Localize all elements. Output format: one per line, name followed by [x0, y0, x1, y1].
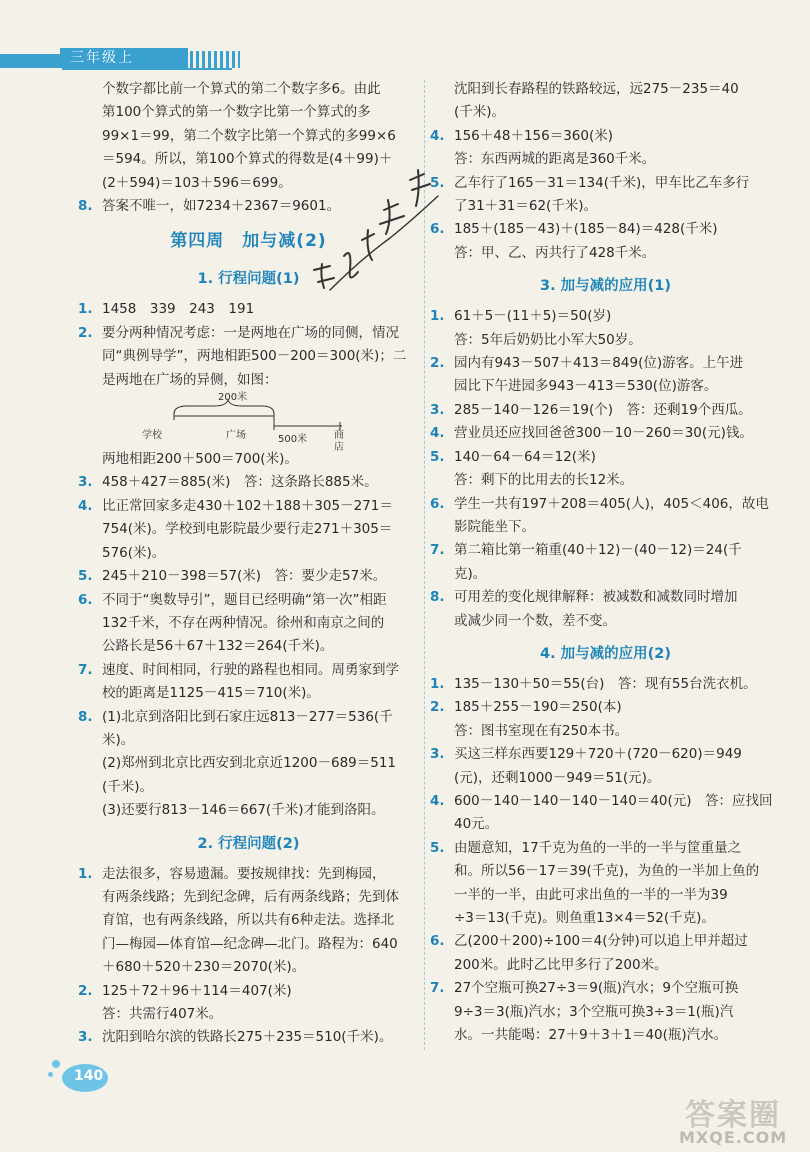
answer-item	[428, 218, 783, 265]
text-line: 答：5年后奶奶比小军大50岁。	[454, 331, 642, 348]
item-number: 8.	[78, 708, 93, 725]
text-line: 影院能坐下。	[454, 518, 535, 535]
text-line: 门—梅园—体育馆—纪念碑—北门。路程为：640	[102, 935, 398, 952]
text-line: 答：图书室现在有250本书。	[454, 722, 629, 739]
watermark-logo	[665, 1090, 805, 1150]
text-line: 156＋48＋156＝360(米)	[454, 127, 614, 144]
item-number: 2.	[78, 324, 93, 341]
text-line: 200米。此时乙比甲多行了200米。	[454, 956, 668, 973]
text-line: 不同于“奥数导引”，题目已经明确“第一次”相距	[102, 591, 387, 608]
answer-item	[428, 493, 783, 540]
item-number: 1.	[78, 301, 93, 318]
answer-item	[76, 589, 421, 659]
watermark-text: 答案圈	[685, 1098, 781, 1133]
text-line: 水。一共能喝：27＋9＋3＋1＝40(瓶)汽水。	[454, 1027, 728, 1044]
text-line: 乙车行了165－31＝134(千米)，甲车比乙车多行	[454, 174, 750, 191]
answer-item	[76, 298, 421, 321]
label-shop: 商店	[334, 430, 344, 454]
answer-item	[428, 977, 783, 1047]
text-line: (千米)。	[102, 778, 154, 795]
item-number: 6.	[430, 495, 445, 512]
text-line: 学生一共有197＋208＝405(人)，405＜406，故电	[454, 495, 769, 512]
text-line: 个数字都比前一个算式的第二个数字多6。由此	[102, 81, 381, 97]
answer-item	[428, 172, 783, 219]
item-number: 4.	[430, 127, 445, 144]
answer-item	[76, 1026, 421, 1049]
answer-item	[428, 446, 783, 493]
label-school: 学校	[142, 430, 162, 442]
text-line: 600－140－140－140－140＝40(元) 答：应找回	[454, 792, 773, 809]
item-number: 6.	[430, 933, 445, 950]
answer-item	[76, 471, 421, 494]
item-number: 5.	[430, 448, 445, 465]
item-number: 6.	[430, 221, 445, 238]
text-line: 1458 339 243 191	[102, 301, 255, 318]
answer-item	[76, 322, 421, 392]
answer-item	[428, 837, 783, 931]
text-line: 125＋72＋96＋114＝407(米)	[102, 982, 292, 999]
text-line: ÷3＝13(千克)。则鱼重13×4＝52(千克)。	[454, 910, 715, 926]
text-line: 458＋427＝885(米) 答：这条路长885米。	[102, 474, 378, 491]
text-line: 40元。	[454, 816, 499, 833]
text-line: 185＋255－190＝250(本)	[454, 699, 622, 716]
answer-item	[428, 539, 783, 586]
text-line: (千米)。	[454, 104, 506, 121]
handwritten-signature	[300, 160, 450, 300]
answer-item	[428, 422, 783, 445]
item-number: 3.	[430, 746, 445, 763]
grade-label: 三年级上	[60, 48, 188, 68]
item-number: 7.	[78, 661, 93, 678]
text-line: 同“典例导学”，两地相距500－200＝300(米)；二	[102, 348, 407, 365]
text-line: 校的距离是1125－415＝710(米)。	[102, 685, 320, 702]
item-number: 5.	[430, 839, 445, 856]
item-number: 8.	[78, 198, 93, 215]
week-title: 第四周 加与减(2)	[170, 231, 327, 252]
text-line: 园比下午进园多943－413＝530(位)游客。	[454, 378, 718, 395]
item-number: 5.	[430, 174, 445, 191]
text-line: 米)。	[102, 731, 135, 748]
text-line: 育馆，也有两条线路，所以共有6种走法。选择北	[102, 912, 395, 929]
item-number: 4.	[78, 497, 93, 514]
text-line: 由题意知，17千克为鱼的一半的一半与筐重量之	[454, 839, 742, 856]
answer-item	[428, 743, 783, 790]
text-line: 答案不唯一，如7234＋2367＝9601。	[102, 198, 341, 215]
badge-dot	[48, 1072, 53, 1077]
text-line: 第100个算式的第一个数字比第一个算式的多	[102, 104, 371, 121]
answer-item	[76, 980, 421, 1027]
text-line: 132千米，不存在两种情况。徐州和南京之间的	[102, 614, 385, 631]
text-line: 要分两种情况考虑：一是两地在广场的同侧，情况	[102, 324, 399, 341]
text-line: 两地相距200＋500＝700(米)。	[102, 451, 298, 468]
item-number: 5.	[78, 568, 93, 585]
answer-item	[428, 673, 783, 696]
item-number: 8.	[430, 589, 445, 606]
right-column	[428, 78, 783, 1047]
badge-dot	[52, 1060, 60, 1068]
item-number: 1.	[430, 308, 445, 325]
item-number: 4.	[430, 425, 445, 442]
text-line: ＋680＋520＋230＝2070(米)。	[102, 959, 306, 976]
answer-item	[428, 399, 783, 422]
text-line: (2)郑州到北京比西安到北京近1200－689＝511	[102, 755, 397, 772]
page-number: 140	[74, 1068, 104, 1084]
item-number: 3.	[78, 474, 93, 491]
item-number: 1.	[78, 865, 93, 882]
text-line: 61＋5－(11＋5)＝50(岁)	[454, 308, 612, 325]
item-number: 1.	[430, 675, 445, 692]
answer-item	[76, 448, 421, 471]
text-line: (2＋594)＝103＋596＝699。	[102, 174, 292, 191]
text-line: 第二箱比第一箱重(40＋12)－(40－12)＝24(千	[454, 542, 742, 559]
answer-item	[428, 352, 783, 399]
text-line: 走法很多，容易遗漏。要按规律找：先到梅园，	[102, 865, 386, 882]
watermark-domain: MXQE.COM	[679, 1128, 788, 1147]
text-line: 245＋210－398＝57(米) 答：要少走57米。	[102, 568, 387, 585]
text-line: 买这三样东西要129＋720＋(720－620)＝949	[454, 746, 742, 763]
text-line: 答：东西两城的距离是360千米。	[454, 151, 656, 168]
header-band	[0, 54, 60, 68]
text-line: 沈阳到长春路程的铁路较远，远275－235＝40	[454, 81, 739, 97]
continued-answer	[428, 78, 783, 125]
item-number: 3.	[430, 401, 445, 418]
text-line: 9÷3＝3(瓶)汽水；3个空瓶可换3÷3＝1(瓶)汽	[454, 1003, 734, 1020]
text-line: 576(米)。	[102, 544, 166, 561]
text-line: 比正常回家多走430＋102＋188＋305－271＝	[102, 497, 393, 514]
answer-item	[428, 696, 783, 743]
item-number: 7.	[430, 542, 445, 559]
item-number: 2.	[78, 982, 93, 999]
answer-item	[76, 706, 421, 823]
section-title: 3. 加与减的应用(1)	[540, 278, 671, 295]
section-title: 2. 行程问题(2)	[197, 835, 300, 852]
answer-item	[76, 863, 421, 980]
header-rule	[62, 68, 232, 70]
text-line: 克)。	[454, 565, 487, 582]
item-number: 2.	[430, 355, 445, 372]
item-number: 4.	[430, 792, 445, 809]
text-line: 和。所以56－17＝39(千克)，为鱼的一半加上鱼的	[454, 863, 760, 880]
text-line: (3)还要行813－146＝667(千米)才能到洛阳。	[102, 802, 385, 819]
answer-item	[428, 930, 783, 977]
text-line: 营业员还应找回爸爸300－10－260＝30(元)钱。	[454, 425, 753, 442]
item-number: 6.	[78, 591, 93, 608]
section-title: 1. 行程问题(1)	[197, 271, 300, 288]
answer-item	[76, 659, 421, 706]
header-stripes	[190, 51, 240, 68]
grade-header	[0, 48, 240, 68]
item-number: 7.	[430, 980, 445, 997]
text-line: 754(米)。学校到电影院最少要行走271＋305＝	[102, 521, 393, 538]
label-200m: 200米	[218, 392, 248, 404]
answer-item	[428, 305, 783, 352]
answer-item	[76, 495, 421, 565]
text-line: 答：甲、乙、丙共行了428千米。	[454, 244, 656, 261]
label-500m: 500米	[278, 434, 308, 446]
text-line: 99×1＝99，第二个数字比第一个算式的多99×6	[102, 127, 396, 144]
text-line: 有两条线路；先到纪念碑，后有两条线路；先到体	[102, 888, 399, 905]
section-title: 4. 加与减的应用(2)	[540, 645, 671, 662]
text-line: 或减少同一个数，差不变。	[454, 612, 616, 629]
text-line: 园内有943－507＋413＝849(位)游客。上午进	[454, 355, 744, 372]
text-line: (1)北京到洛阳比到石家庄远813－277＝536(千	[102, 708, 393, 725]
distance-diagram	[102, 392, 344, 454]
text-line: 一半的一半，由此可求出鱼的一半的一半为39	[454, 886, 728, 903]
text-line: 答：剩下的比用去的长12米。	[454, 472, 634, 489]
text-line: ＝594。所以，第100个算式的得数是(4＋99)＋	[102, 151, 393, 168]
text-line: 185＋(185－43)＋(185－84)＝428(千米)	[454, 221, 718, 238]
item-number: 3.	[78, 1029, 93, 1046]
text-line: 140－64－64＝12(米)	[454, 448, 596, 465]
label-square: 广场	[226, 430, 246, 442]
text-line: 沈阳到哈尔滨的铁路长275＋235＝510(千米)。	[102, 1029, 393, 1046]
text-line: 乙(200＋200)÷100＝4(分钟)可以追上甲并超过	[454, 933, 748, 950]
text-line: 是两地在广场的异侧，如图：	[102, 371, 278, 388]
text-line: 135－130＋50＝55(台) 答：现有55台洗衣机。	[454, 675, 757, 692]
text-line: 答：共需行407米。	[102, 1006, 223, 1022]
item-number: 2.	[430, 699, 445, 716]
text-line: 了31＋31＝62(千米)。	[454, 198, 598, 215]
answer-item	[76, 565, 421, 588]
answer-item	[428, 125, 783, 172]
text-line: 285－140－126＝19(个) 答：还剩19个西瓜。	[454, 401, 752, 418]
text-line: 速度、时间相同，行驶的路程也相同。周勇家到学	[102, 661, 399, 678]
text-line: 可用差的变化规律解释：被减数和减数同时增加	[454, 589, 738, 606]
answer-item	[428, 790, 783, 837]
text-line: 27个空瓶可换27÷3＝9(瓶)汽水；9个空瓶可换	[454, 980, 739, 997]
text-line: 公路长是56＋67＋132＝264(千米)。	[102, 638, 334, 655]
page-number-badge	[48, 1058, 116, 1094]
text-line: (元)，还剩1000－949＝51(元)。	[454, 769, 661, 786]
answer-item	[428, 586, 783, 633]
